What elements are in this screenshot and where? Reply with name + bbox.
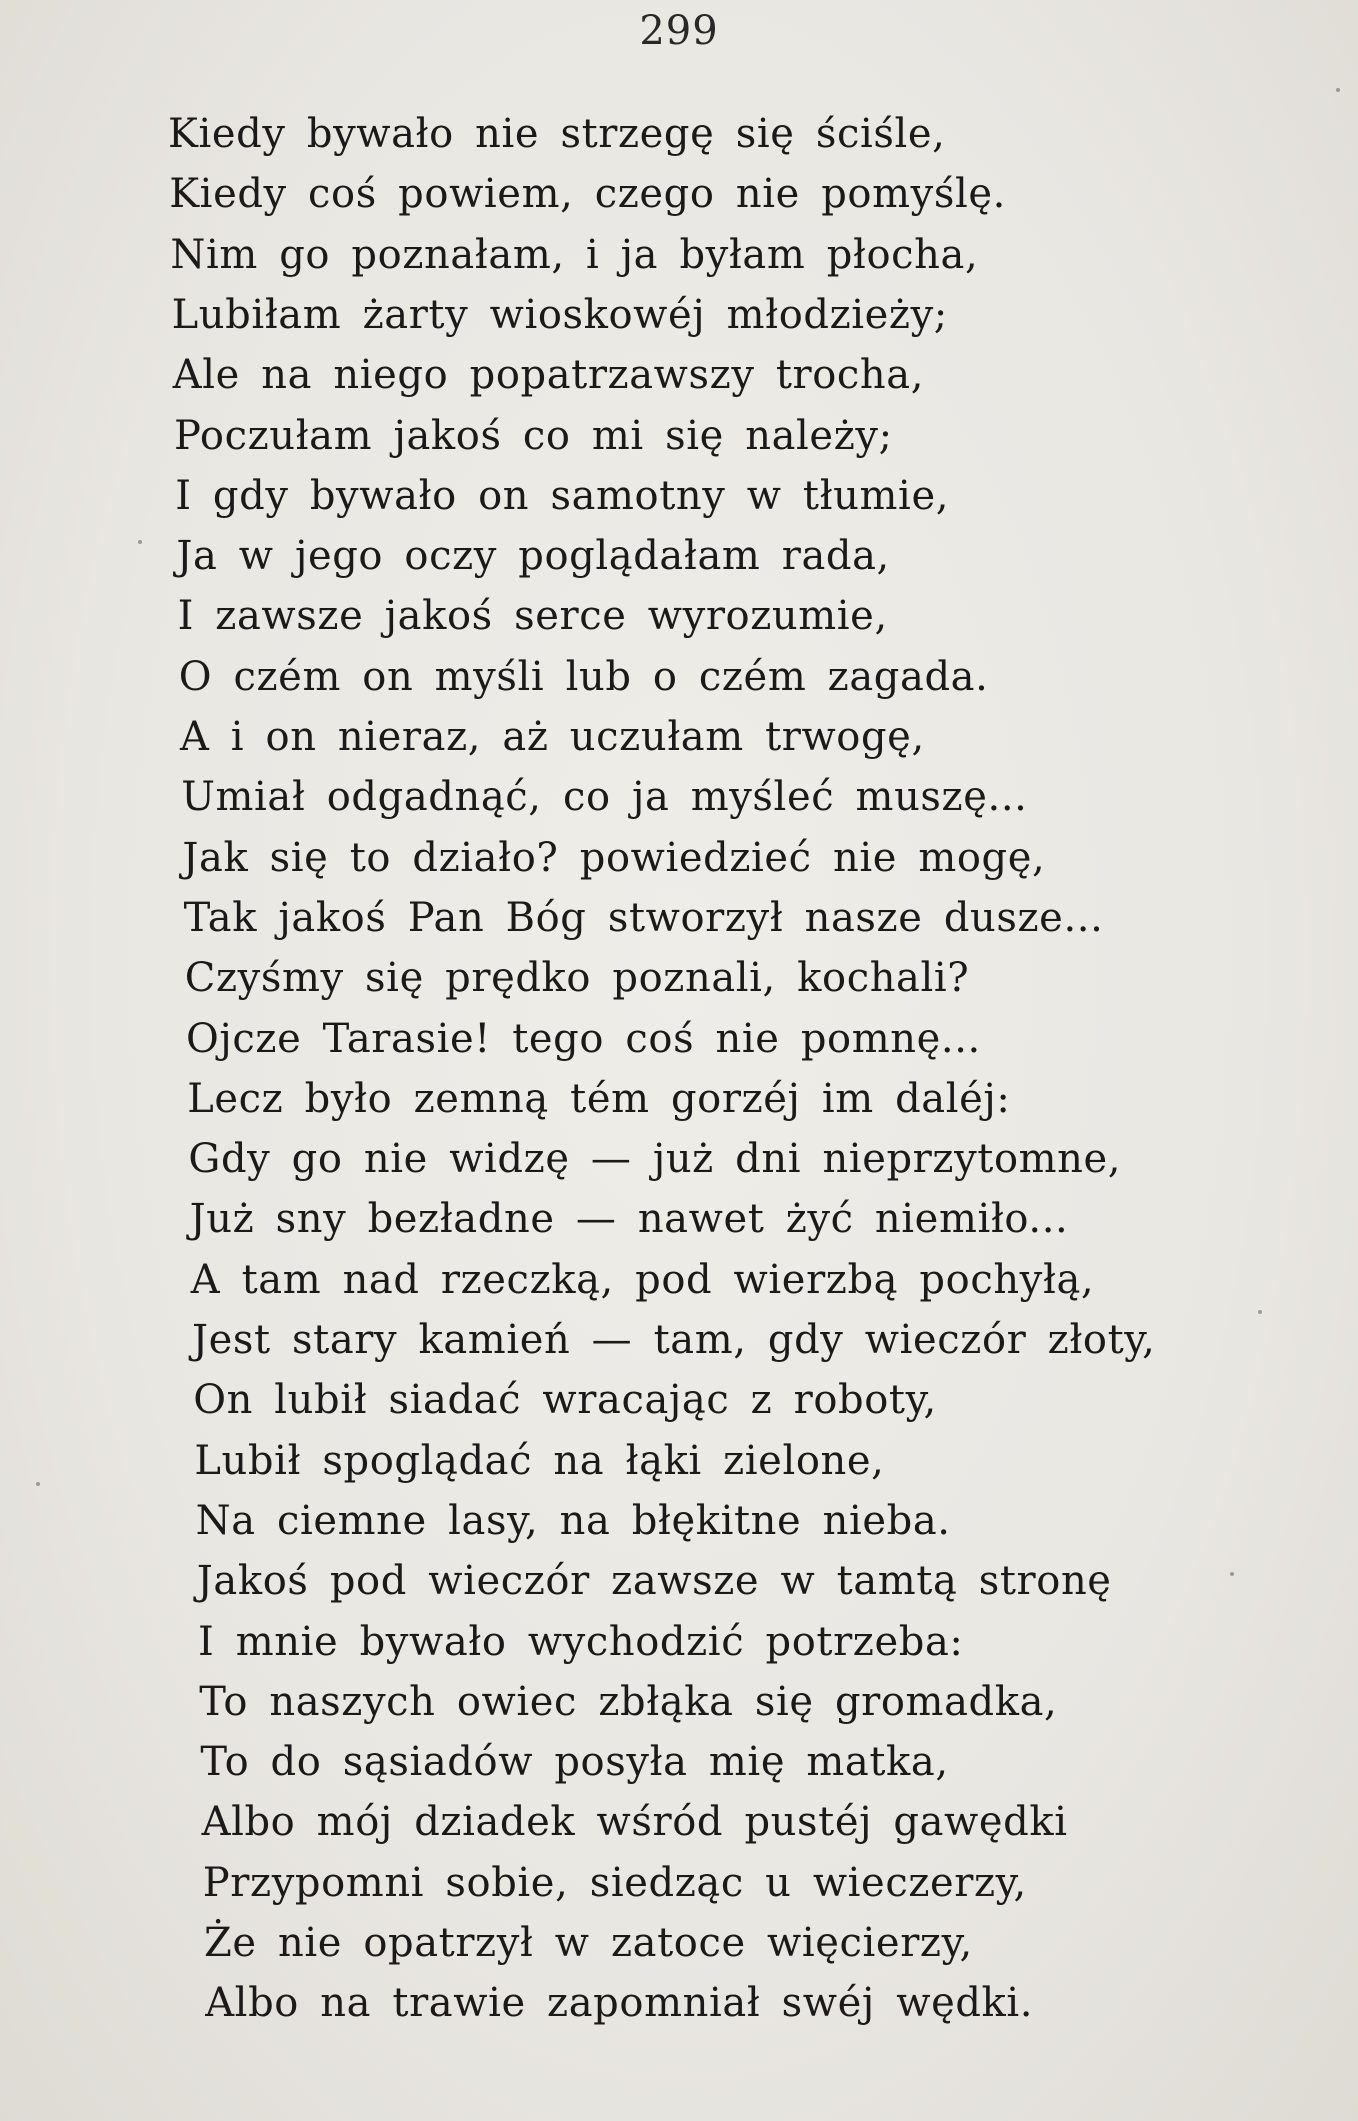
poem-line: Już sny bezładne — nawet żyć niemiło...: [189, 1196, 1069, 1243]
paper-speck: [1336, 88, 1340, 92]
poem-line: Albo na trawie zapomniał swéj wędki.: [205, 1980, 1034, 2027]
poem-line: Przypomni sobie, siedząc u wieczerzy,: [202, 1859, 1027, 1906]
poem-line: I mnie bywało wychodzić potrzeba:: [198, 1618, 964, 1665]
poem-line: Gdy go nie widzę — już dni nieprzytomne,: [188, 1136, 1122, 1183]
poem-line: Ale na niego popatrzawszy trocha,: [172, 352, 925, 399]
paper-speck: [36, 1482, 40, 1486]
poem-line: Nim go poznałam, i ja byłam płocha,: [170, 231, 979, 278]
poem-line: Umiał odgadnąć, co ja myśleć muszę...: [181, 774, 1028, 821]
poem-line: A i on nieraz, aż uczułam trwogę,: [180, 714, 925, 760]
poem-line: Że nie opatrzył w zatoce więcierzy,: [204, 1920, 973, 1966]
poem-line: Kiedy bywało nie strzegę się ściśle,: [168, 111, 946, 157]
paper-speck: [1258, 1310, 1262, 1314]
poem-line: Lubił spoglądać na łąki zielone,: [194, 1437, 885, 1484]
poem-line: I gdy bywało on samotny w tłumie,: [175, 472, 950, 519]
paper-speck: [138, 540, 142, 544]
poem-line: Ja w jego oczy poglądałam rada,: [176, 533, 890, 580]
poem-line: Tak jakoś Pan Bóg stworzył nasze dusze...: [183, 894, 1104, 941]
poem-line: To do sąsiadów posyła mię matka,: [200, 1739, 949, 1786]
poem-line: A tam nad rzeczką, pod wierzbą pochyłą,: [190, 1256, 1095, 1303]
poem-line: Ojcze Tarasie! tego coś nie pomnę...: [186, 1015, 981, 1062]
poem-line: Czyśmy się prędko poznali, kochali?: [184, 955, 970, 1002]
page-number: 299: [639, 8, 719, 54]
poem-line: Kiedy coś powiem, czego nie pomyślę.: [169, 171, 1006, 218]
poem-line: Lubiłam żarty wioskowéj młodzieży;: [171, 291, 948, 338]
paper-speck: [1230, 1572, 1234, 1576]
poem-line: Jest stary kamień — tam, gdy wieczór złoty,: [192, 1317, 1156, 1363]
poem-line: Jak się to działo? powiedzieć nie mogę,: [182, 834, 1046, 881]
poem-line: To naszych owiec zbłąka się gromadka,: [199, 1678, 1058, 1725]
poem-line: Lecz było zemną tém gorzéj im daléj:: [187, 1075, 1011, 1122]
poem-line: Albo mój dziadek wśród pustéj gawędki: [201, 1799, 1068, 1846]
poem-line: Poczułam jakoś co mi się należy;: [174, 412, 893, 459]
poem-line: Na ciemne lasy, na błękitne nieba.: [195, 1497, 951, 1544]
poem-line: I zawsze jakoś serce wyrozumie,: [177, 593, 888, 640]
poem-line: On lubił siadać wracając z roboty,: [193, 1377, 937, 1424]
poem-line: O czém on myśli lub o czém zagada.: [178, 653, 989, 700]
poem-line: Jakoś pod wieczór zawsze w tamtą stronę: [196, 1558, 1112, 1605]
